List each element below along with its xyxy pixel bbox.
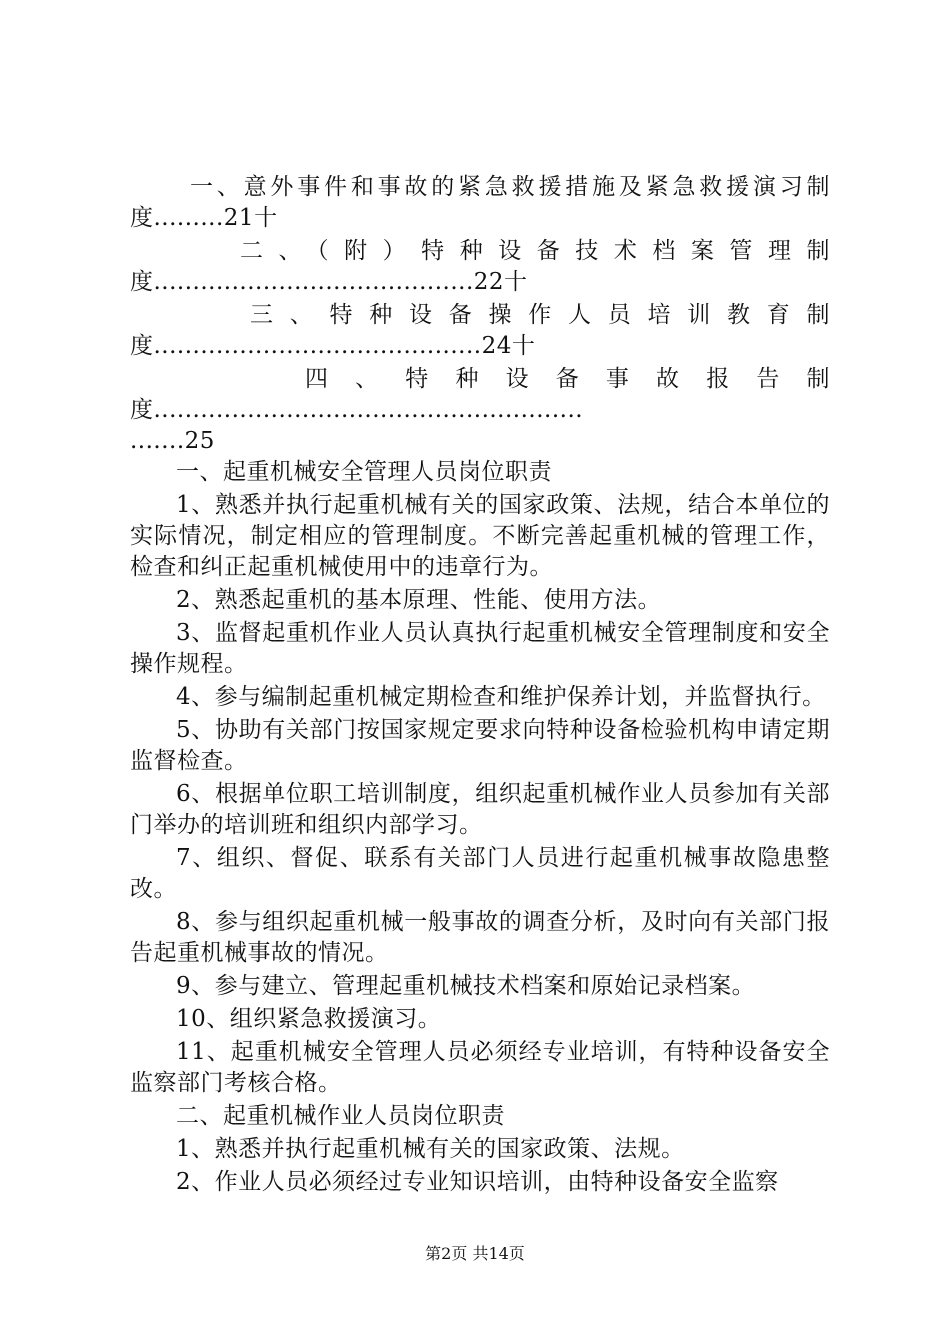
page-footer: 第2页 共14页 [425, 1244, 525, 1263]
toc-entry-page-ref: 度....................................................... [130, 397, 584, 423]
body-paragraph: 2、作业人员必须经过专业知识培训，由特种设备安全监察 [176, 1169, 779, 1195]
toc-entry-heading: 四、特种设备事故报告制 [305, 366, 830, 392]
toc-entry-page-ref: 度.........................................22十 [130, 269, 528, 295]
toc-entry-heading: 一、意外事件和事故的紧急救援措施及紧急救援演习制 [190, 174, 830, 200]
body-paragraph: 1、熟悉并执行起重机械有关的国家政策、法规，结合本单位的实际情况，制定相应的管理制度。不断完善起重机械的管理工作，检查和纠正起重机械使用中的违章行为。 [130, 492, 830, 580]
toc-entry-heading: 三、特种设备操作人员培训教育制 [250, 302, 830, 328]
toc-entry-1 [130, 172, 830, 234]
body-paragraph: 9、参与建立、管理起重机械技术档案和原始记录档案。 [176, 973, 756, 999]
section-heading: 二、起重机械作业人员岗位职责 [176, 1103, 505, 1129]
body-paragraph: 6、根据单位职工培训制度，组织起重机械作业人员参加有关部门举办的培训班和组织内部学习。 [130, 781, 830, 838]
body-paragraph: 10、组织紧急救援演习。 [176, 1006, 442, 1032]
document-body [130, 172, 830, 1198]
body-paragraph: 2、熟悉起重机的基本原理、性能、使用方法。 [176, 587, 662, 613]
body-paragraph: 5、协助有关部门按国家规定要求向特种设备检验机构申请定期监督检查。 [130, 717, 830, 774]
body-paragraph: 3、监督起重机作业人员认真执行起重机械安全管理制度和安全操作规程。 [130, 620, 830, 677]
toc-entry-page-ref: .......25 [130, 428, 215, 454]
toc-entry-page-ref: 度..........................................24十 [130, 333, 536, 359]
toc-entry-4 [130, 364, 830, 457]
body-paragraph: 7、组织、督促、联系有关部门人员进行起重机械事故隐患整改。 [130, 845, 830, 902]
toc-entry-3 [130, 300, 830, 362]
toc-entry-page-ref: 度.........21十 [130, 205, 278, 231]
section-heading: 一、起重机械安全管理人员岗位职责 [176, 459, 552, 485]
body-paragraph: 8、参与组织起重机械一般事故的调查分析，及时向有关部门报告起重机械事故的情况。 [130, 909, 830, 966]
body-paragraph: 1、熟悉并执行起重机械有关的国家政策、法规。 [176, 1136, 685, 1162]
body-paragraph: 11、起重机械安全管理人员必须经专业培训，有特种设备安全监察部门考核合格。 [130, 1039, 830, 1096]
toc-entry-2 [130, 236, 830, 298]
body-paragraph: 4、参与编制起重机械定期检查和维护保养计划，并监督执行。 [176, 684, 826, 710]
toc-entry-heading: 二、（附）特种设备技术档案管理制 [240, 238, 830, 264]
